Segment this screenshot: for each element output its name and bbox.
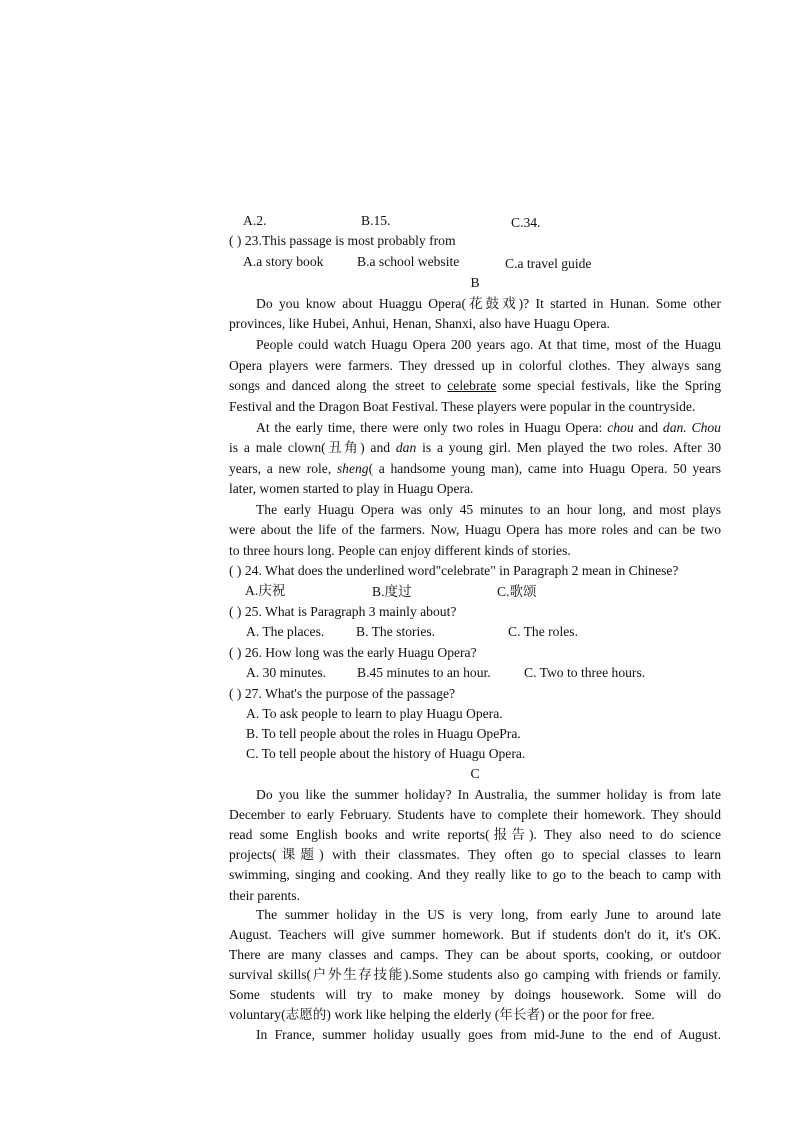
b-p4-line: The early Huagu Opera was only 45 minutes to an hour long, and most plays: [256, 502, 721, 517]
q26-stem: ( ) 26. How long was the early Huagu Opera?: [229, 645, 477, 660]
q25-option-b: B. The stories.: [356, 624, 436, 639]
q22-option-c: C.34.: [511, 215, 541, 230]
underlined-word: celebrate: [447, 378, 497, 393]
q22-option-b: B.15.: [361, 213, 391, 228]
section-b-label: B: [470, 275, 480, 290]
c-p2-line: voluntary(志愿的) work like helping the elderly (年长者) or the poor for free.: [229, 1007, 655, 1022]
b-p2-line: songs and danced along the street to celebrate some special festivals, like the Spring: [229, 378, 721, 393]
b-p2-line: Festival and the Dragon Boat Festival. These players were popular in the countryside.: [229, 399, 696, 414]
q26-option-b: B.45 minutes to an hour.: [357, 665, 491, 680]
c-p2-line: There are many classes and camps. They can be about sports, cooking, or outdoor: [229, 947, 721, 962]
c-p1-line: their parents.: [229, 888, 300, 903]
c-p1-line: projects(课题) with their classmates. They often go to special classes to learn: [229, 847, 721, 862]
q27-stem: ( ) 27. What's the purpose of the passage?: [229, 686, 456, 701]
q27-option-b: B. To tell people about the roles in Huagu OpePra.: [246, 726, 521, 741]
b-p3-line: years, a new role, sheng( a handsome young man), came into Huagu Opera. 50 years: [229, 461, 722, 476]
c-p2-line: survival skills(户外生存技能).Some students also go camping with friends or family.: [229, 967, 721, 982]
q23-option-b: B.a school website: [357, 254, 460, 269]
b-p3-line: later, women started to play in Huagu Opera.: [229, 481, 474, 496]
q26-option-c: C. Two to three hours.: [524, 665, 646, 680]
q25-option-a: A. The places.: [246, 624, 325, 639]
c-p1-line: read some English books and write reports(报告). They also need to do science: [229, 827, 721, 842]
b-p1-line: Do you know about Huaggu Opera(花鼓戏)? It started in Hunan. Some other: [256, 296, 721, 311]
q27-option-c: C. To tell people about the history of Huagu Opera.: [246, 746, 526, 761]
c-p1-line: swimming, singing and cooking. And they really like to go to the beach to camp with: [229, 867, 721, 882]
q25-stem: ( ) 25. What is Paragraph 3 mainly about?: [229, 604, 457, 619]
q24-option-c: C.歌颂: [497, 584, 537, 599]
q23-option-a: A.a story book: [243, 254, 324, 269]
q22-option-a: A.2.: [243, 213, 267, 228]
b-p2-line: People could watch Huagu Opera 200 years ago. At that time, most of the Huagu: [256, 337, 721, 352]
b-p1-line: provinces, like Hubei, Anhui, Henan, Shanxi, also have Huagu Opera.: [229, 316, 610, 331]
q27-option-a: A. To ask people to learn to play Huagu Opera.: [246, 706, 503, 721]
b-p2-line: Opera players were farmers. They dressed up in colorful clothes. They always sang: [229, 358, 721, 373]
b-p4-line: were about the life of the farmers. Now, Huagu Opera has more roles and can be two: [229, 522, 721, 537]
c-p2-line: Some students will try to make money by doings housework. Some will do: [229, 987, 721, 1002]
q24-option-b: B.度过: [372, 584, 412, 599]
b-p4-line: to three hours long. People can enjoy different kinds of stories.: [229, 543, 571, 558]
b-p3-line: is a male clown(丑角) and dan is a young girl. Men played the two roles. After 30: [229, 440, 721, 455]
q24-stem: ( ) 24. What does the underlined word"celebrate" in Paragraph 2 mean in Chinese?: [229, 563, 679, 578]
c-p3-line: In France, summer holiday usually goes from mid-June to the end of August.: [256, 1027, 721, 1042]
q23-option-c: C.a travel guide: [505, 256, 592, 271]
b-p3-line: At the early time, there were only two roles in Huagu Opera: chou and dan. Chou: [256, 420, 721, 435]
section-c-label: C: [470, 766, 480, 781]
q23-stem: ( ) 23.This passage is most probably from: [229, 233, 456, 248]
q26-option-a: A. 30 minutes.: [246, 665, 327, 680]
c-p1-line: Do you like the summer holiday? In Australia, the summer holiday is from late: [256, 787, 721, 802]
q24-option-a: A.庆祝: [245, 583, 286, 598]
c-p1-line: December to early February. Students have to complete their homework. They should: [229, 807, 721, 822]
c-p2-line: The summer holiday in the US is very long, from early June to around late: [256, 907, 721, 922]
q25-option-c: C. The roles.: [508, 624, 578, 639]
c-p2-line: August. Teachers will give summer homework. But if students don't do it, it's OK.: [229, 927, 721, 942]
